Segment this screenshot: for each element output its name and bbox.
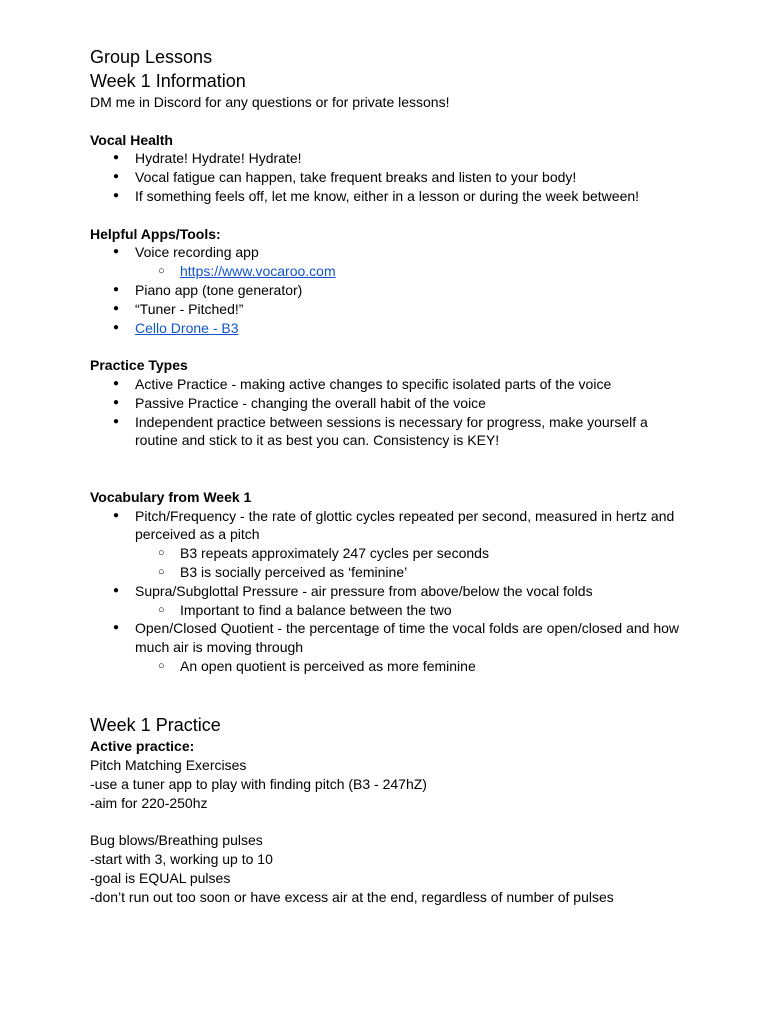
- vocaroo-link[interactable]: https://www.vocaroo.com: [180, 263, 336, 280]
- list-item: ● Active Practice - making active changes to specific isolated parts of the voice: [90, 375, 690, 394]
- spacer: [90, 812, 690, 831]
- spacer: [90, 450, 690, 469]
- apps-heading: Helpful Apps/Tools:: [90, 225, 221, 242]
- apps-list: [90, 243, 690, 337]
- intro-text: DM me in Discord for any questions or for private lessons!: [90, 94, 450, 110]
- practice-line: Bug blows/Breathing pulses: [90, 832, 263, 849]
- list-item: ○ B3 repeats approximately 247 cycles per seconds: [135, 544, 690, 563]
- practice-line: -use a tuner app to play with finding pitch (B3 - 247hZ): [90, 775, 427, 792]
- list-item: [90, 619, 690, 675]
- list-item-text: Open/Closed Quotient - the percentage of time the vocal folds are open/closed and how much air is moving through: [135, 620, 680, 656]
- week1-practice-title: Week 1 Practice: [90, 715, 221, 736]
- list-item-text: Supra/Subglottal Pressure - air pressure from above/below the vocal folds: [135, 582, 593, 599]
- list-item: ● Hydrate! Hydrate! Hydrate!: [90, 149, 690, 168]
- list-item: [90, 507, 690, 582]
- practice-line: -aim for 220-250hz: [90, 794, 208, 811]
- list-item: ○ B3 is socially perceived as ‘feminine’: [135, 563, 690, 582]
- vocab-heading: Vocabulary from Week 1: [90, 488, 252, 505]
- spacer: [90, 676, 690, 695]
- list-item: ● Vocal fatigue can happen, take frequent breaks and listen to your body!: [90, 168, 690, 187]
- list-item: [90, 319, 690, 338]
- practice-types-heading: Practice Types: [90, 357, 188, 374]
- vocal-health-list: [90, 149, 690, 205]
- practice-line: -goal is EQUAL pulses: [90, 869, 231, 886]
- list-item: ● Passive Practice - changing the overall habit of the voice: [90, 394, 690, 413]
- apps-sublist: [135, 262, 690, 281]
- active-practice-heading: Active practice:: [90, 738, 195, 755]
- spacer: [90, 206, 690, 225]
- list-item: ● Independent practice between sessions is necessary for progress, make yourself a routine and stick to it as best you can. Consistency is KEY!: [90, 413, 690, 451]
- vocab-sublist: [135, 657, 690, 676]
- practice-types-list: [90, 375, 690, 450]
- doc-title-group-lessons: Group Lessons: [90, 47, 213, 67]
- list-item: [90, 243, 690, 281]
- list-item: [90, 582, 690, 620]
- doc-title-week1-info: Week 1 Information: [90, 71, 246, 91]
- spacer: [90, 112, 690, 131]
- spacer: [90, 695, 690, 714]
- practice-line: -don’t run out too soon or have excess air at the end, regardless of number of pulses: [90, 888, 614, 905]
- list-item: ● Piano app (tone generator): [90, 281, 690, 300]
- list-item-text: Pitch/Frequency - the rate of glottic cycles repeated per second, measured in hertz and perceived as a pitch: [135, 507, 675, 543]
- document-page: [90, 45, 690, 906]
- vocab-list: [90, 507, 690, 676]
- vocab-sublist: [135, 601, 690, 620]
- vocal-health-heading: Vocal Health: [90, 131, 173, 148]
- list-item: ○ Important to find a balance between the two: [135, 601, 690, 620]
- spacer: [90, 469, 690, 488]
- list-item-text: Voice recording app: [135, 244, 259, 261]
- vocab-sublist: [135, 544, 690, 582]
- spacer: [90, 337, 690, 356]
- list-item: ○ An open quotient is perceived as more feminine: [135, 657, 690, 676]
- practice-line: Pitch Matching Exercises: [90, 757, 247, 774]
- practice-line: -start with 3, working up to 10: [90, 851, 273, 868]
- list-item: ● If something feels off, let me know, either in a lesson or during the week between!: [90, 187, 690, 206]
- list-item: [135, 262, 690, 281]
- cello-drone-link[interactable]: Cello Drone - B3: [135, 319, 239, 336]
- list-item: ● “Tuner - Pitched!”: [90, 300, 690, 319]
